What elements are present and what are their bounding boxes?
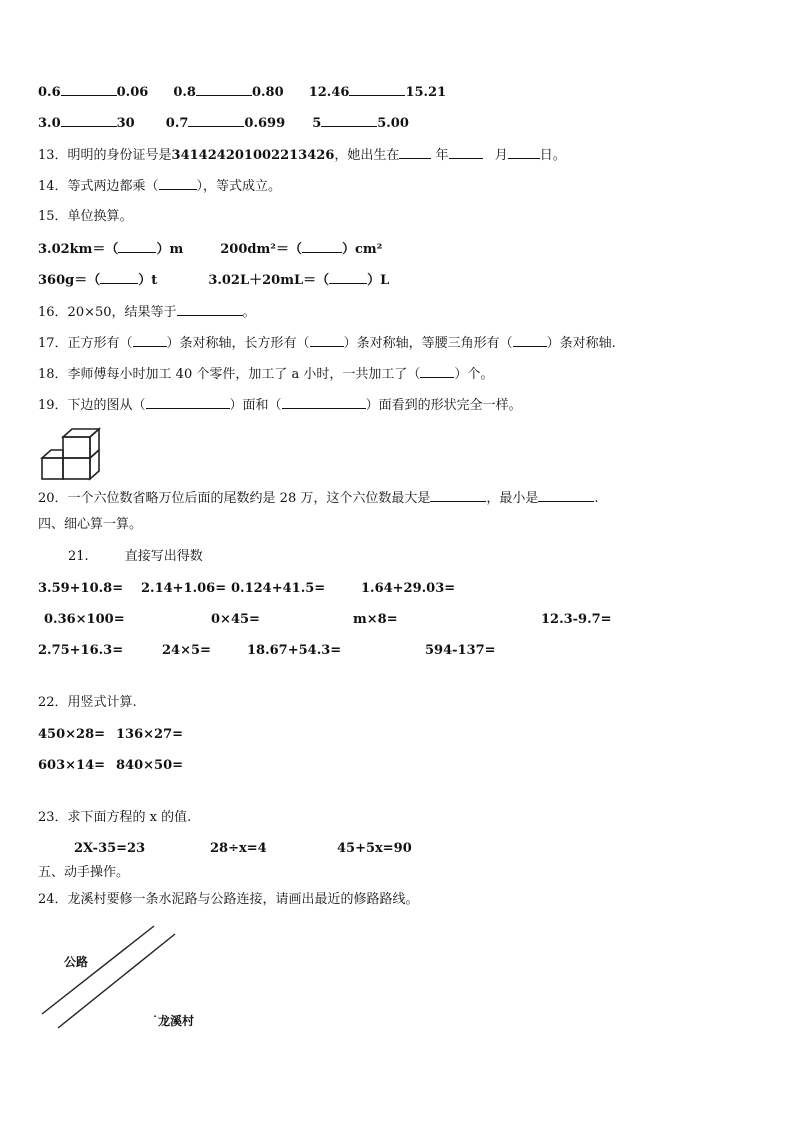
question-22-title: 22．用竖式计算.	[38, 695, 137, 710]
unit-text: 360g＝（	[38, 273, 101, 288]
answer-blank[interactable]	[349, 83, 405, 96]
unit-text: ）t	[138, 273, 158, 288]
equation: 45+5x=90	[337, 841, 412, 856]
question-text: 13．明明的身份证号是	[38, 148, 172, 163]
answer-blank[interactable]	[146, 396, 230, 409]
question-16	[38, 303, 256, 322]
calc-item: 450×28=	[38, 727, 106, 742]
answer-blank[interactable]	[61, 83, 117, 96]
question-text: ）面看到的形状完全一样。	[365, 398, 522, 413]
question-text: 日。	[539, 148, 566, 163]
question-17	[38, 334, 616, 353]
question-text: 18．李师傅每小时加工 40 个零件，加工了 a 小时，一共加工了（	[38, 367, 421, 382]
compare-row-1	[38, 83, 446, 102]
question-20	[38, 489, 599, 508]
compare-value: 3.0	[38, 116, 61, 131]
question-text: 月	[494, 148, 508, 163]
answer-blank[interactable]	[177, 303, 243, 316]
question-text: .	[594, 491, 599, 506]
answer-blank[interactable]	[196, 83, 252, 96]
section-5-heading: 五、动手操作。	[38, 865, 130, 880]
compare-value: 5	[312, 116, 322, 131]
question-18	[38, 365, 493, 384]
answer-blank[interactable]	[100, 271, 138, 284]
day-blank[interactable]	[508, 146, 540, 159]
question-text: ）个。	[454, 367, 494, 382]
equation: 2X-35=23	[74, 841, 146, 856]
question-text: 。	[242, 305, 256, 320]
equation: 28÷x=4	[210, 841, 267, 856]
question-text: 16．20×50，结果等于	[38, 305, 177, 320]
question-text: ）条对称轴，长方形有（	[166, 336, 310, 351]
compare-value: 0.80	[251, 85, 284, 100]
answer-blank[interactable]	[61, 114, 117, 127]
answer-blank[interactable]	[420, 365, 454, 378]
compare-value: 0.699	[244, 116, 286, 131]
question-text: ）条对称轴.	[546, 336, 616, 351]
compare-value: 12.46	[308, 85, 350, 100]
answer-blank[interactable]	[329, 271, 367, 284]
unit-text: ）m	[156, 242, 184, 257]
answer-blank[interactable]	[513, 334, 547, 347]
calc-item: 840×50=	[116, 758, 184, 773]
question-15-row-1	[38, 240, 382, 259]
month-blank[interactable]	[449, 146, 483, 159]
compare-value: 0.7	[165, 116, 189, 131]
unit-text: ）L	[367, 273, 390, 288]
cube-figure	[38, 424, 110, 482]
compare-value: 0.06	[116, 85, 149, 100]
compare-value: 5.00	[377, 116, 409, 131]
answer-blank[interactable]	[118, 240, 156, 253]
question-text: 年	[435, 148, 449, 163]
question-text: 14．等式两边都乘（	[38, 179, 159, 194]
unit-text: 3.02km＝（	[38, 242, 119, 257]
compare-value: 15.21	[405, 85, 447, 100]
id-number: 341424201002213426	[171, 148, 335, 163]
question-text: 17．正方形有（	[38, 336, 133, 351]
calc-item: 0.36×100=	[44, 612, 125, 627]
unit-text: 3.02L＋20mL＝（	[208, 273, 330, 288]
answer-blank[interactable]	[188, 114, 244, 127]
year-blank[interactable]	[399, 146, 431, 159]
question-text: ，最小是	[486, 491, 539, 506]
answer-blank[interactable]	[321, 114, 377, 127]
question-text: ）面和（	[229, 398, 282, 413]
calc-item: 1.64+29.03=	[361, 581, 456, 596]
question-23-title: 23．求下面方程的 x 的值.	[38, 810, 192, 825]
answer-blank[interactable]	[159, 177, 197, 190]
question-15-title: 15．单位换算。	[38, 209, 133, 224]
calc-item: 3.59+10.8=	[38, 581, 124, 596]
calc-item: 2.14+1.06=	[141, 581, 227, 596]
compare-value: 30	[116, 116, 135, 131]
unit-text: 200dm²＝（	[220, 242, 302, 257]
calc-item: 18.67+54.3=	[247, 643, 342, 658]
question-text: ）条对称轴，等腰三角形有（	[343, 336, 513, 351]
calc-item: 136×27=	[116, 727, 184, 742]
calc-item: 2.75+16.3=	[38, 643, 124, 658]
question-text: ），等式成立。	[196, 179, 282, 194]
answer-blank[interactable]	[302, 240, 342, 253]
question-21-title	[68, 548, 203, 566]
village-label[interactable]: ˙龙溪村	[152, 1014, 195, 1028]
question-14	[38, 177, 281, 196]
calc-item: 603×14=	[38, 758, 106, 773]
calc-item: 0×45=	[211, 612, 260, 627]
calc-item: m×8=	[353, 612, 398, 627]
question-number: 21.	[68, 549, 89, 564]
compare-value: 0.6	[38, 85, 61, 100]
calc-item: 0.124+41.5=	[231, 581, 326, 596]
answer-blank[interactable]	[430, 489, 486, 502]
question-text: 20．一个六位数省略万位后面的尾数约是 28 万，这个六位数最大是	[38, 491, 431, 506]
answer-blank[interactable]	[310, 334, 344, 347]
road-label: 公路	[64, 955, 89, 969]
compare-row-2	[38, 114, 409, 133]
unit-text: ）cm²	[341, 242, 383, 257]
question-text: 直接写出得数	[124, 549, 203, 564]
calc-item: 12.3-9.7=	[541, 612, 612, 627]
calc-item: 24×5=	[162, 643, 211, 658]
question-13	[38, 146, 566, 165]
answer-blank[interactable]	[133, 334, 167, 347]
compare-value: 0.8	[173, 85, 196, 100]
question-15-row-2	[38, 271, 389, 290]
question-text: ，她出生在	[334, 148, 400, 163]
calc-item: 594-137=	[425, 643, 496, 658]
question-19	[38, 396, 522, 415]
question-text: 19．下边的图从（	[38, 398, 146, 413]
section-4-heading: 四、细心算一算。	[38, 517, 143, 532]
question-24: 24．龙溪村要修一条水泥路与公路连接，请画出最近的修路路线。	[38, 892, 419, 907]
answer-blank[interactable]	[538, 489, 594, 502]
answer-blank[interactable]	[282, 396, 366, 409]
